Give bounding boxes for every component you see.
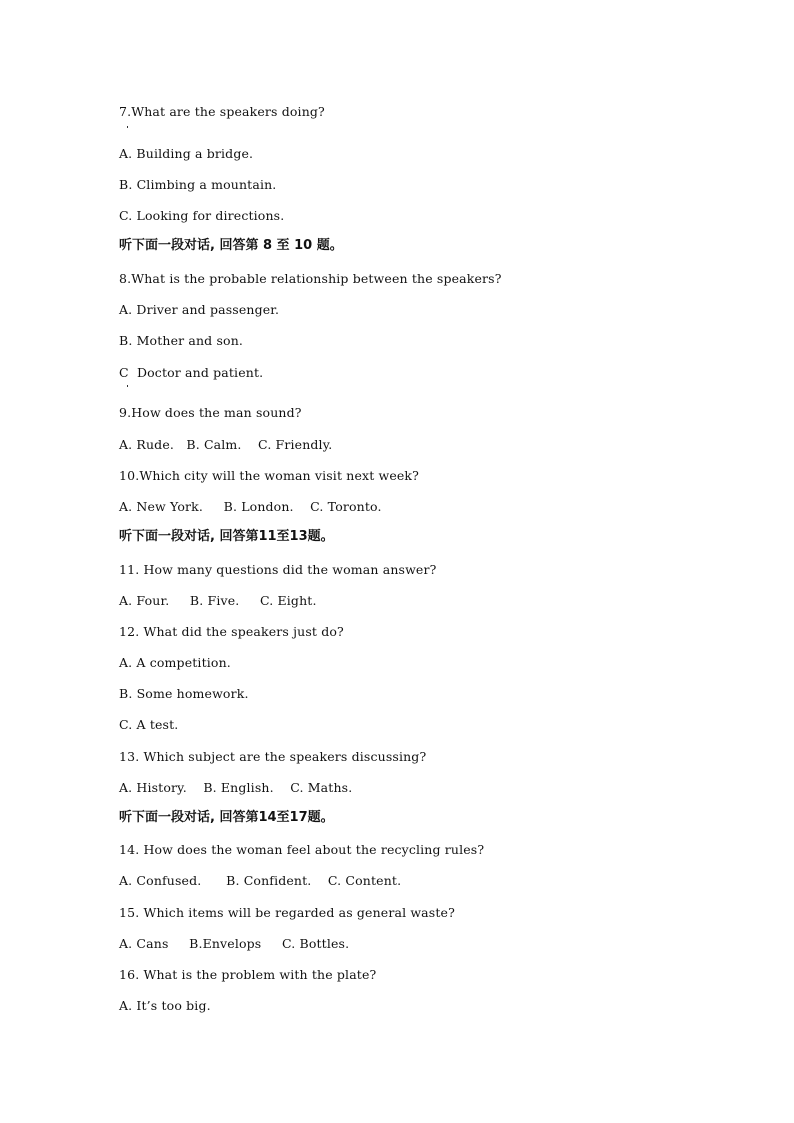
question-11-stem: 11. How many questions did the woman answer? (119, 562, 437, 577)
question-7-option-c: C. Looking for directions. (119, 208, 285, 223)
question-7-option-a: A. Building a bridge. (119, 146, 254, 161)
question-7-stem: 7.What are the speakers doing? (119, 104, 325, 119)
question-12-option-b: B. Some homework. (119, 686, 249, 701)
question-12-option-c: C. A test. (119, 717, 179, 732)
print-speck (127, 126, 128, 128)
question-16-option-a: A. It’s too big. (119, 998, 211, 1013)
print-speck (127, 385, 128, 387)
question-12-option-a: A. A competition. (119, 655, 231, 670)
question-13-stem: 13. Which subject are the speakers discussing? (119, 749, 427, 764)
question-10-stem: 10.Which city will the woman visit next week? (119, 468, 420, 483)
question-8-option-b: B. Mother and son. (119, 333, 244, 348)
question-15-options: A. Cans B.Envelops C. Bottles. (119, 936, 350, 951)
question-13-options: A. History. B. English. C. Maths. (119, 780, 353, 795)
section-heading-14-17: 听下面一段对话, 回答第14至17题。 (119, 810, 334, 825)
question-15-stem: 15. Which items will be regarded as general waste? (119, 905, 455, 920)
question-9-options: A. Rude. B. Calm. C. Friendly. (119, 437, 333, 452)
section-heading-8-10: 听下面一段对话, 回答第 8 至 10 题。 (119, 238, 343, 253)
question-11-options: A. Four. B. Five. C. Eight. (119, 593, 317, 608)
question-9-stem: 9.How does the man sound? (119, 405, 302, 420)
section-heading-11-13: 听下面一段对话, 回答第11至13题。 (119, 529, 334, 544)
question-10-options: A. New York. B. London. C. Toronto. (119, 499, 382, 514)
question-8-option-c: C Doctor and patient. (119, 365, 264, 380)
question-12-stem: 12. What did the speakers just do? (119, 624, 344, 639)
question-7-option-b: B. Climbing a mountain. (119, 177, 277, 192)
question-14-stem: 14. How does the woman feel about the recycling rules? (119, 842, 485, 857)
question-8-stem: 8.What is the probable relationship between the speakers? (119, 271, 502, 286)
question-8-option-a: A. Driver and passenger. (119, 302, 280, 317)
question-16-stem: 16. What is the problem with the plate? (119, 967, 377, 982)
question-14-options: A. Confused. B. Confident. C. Content. (119, 873, 402, 888)
